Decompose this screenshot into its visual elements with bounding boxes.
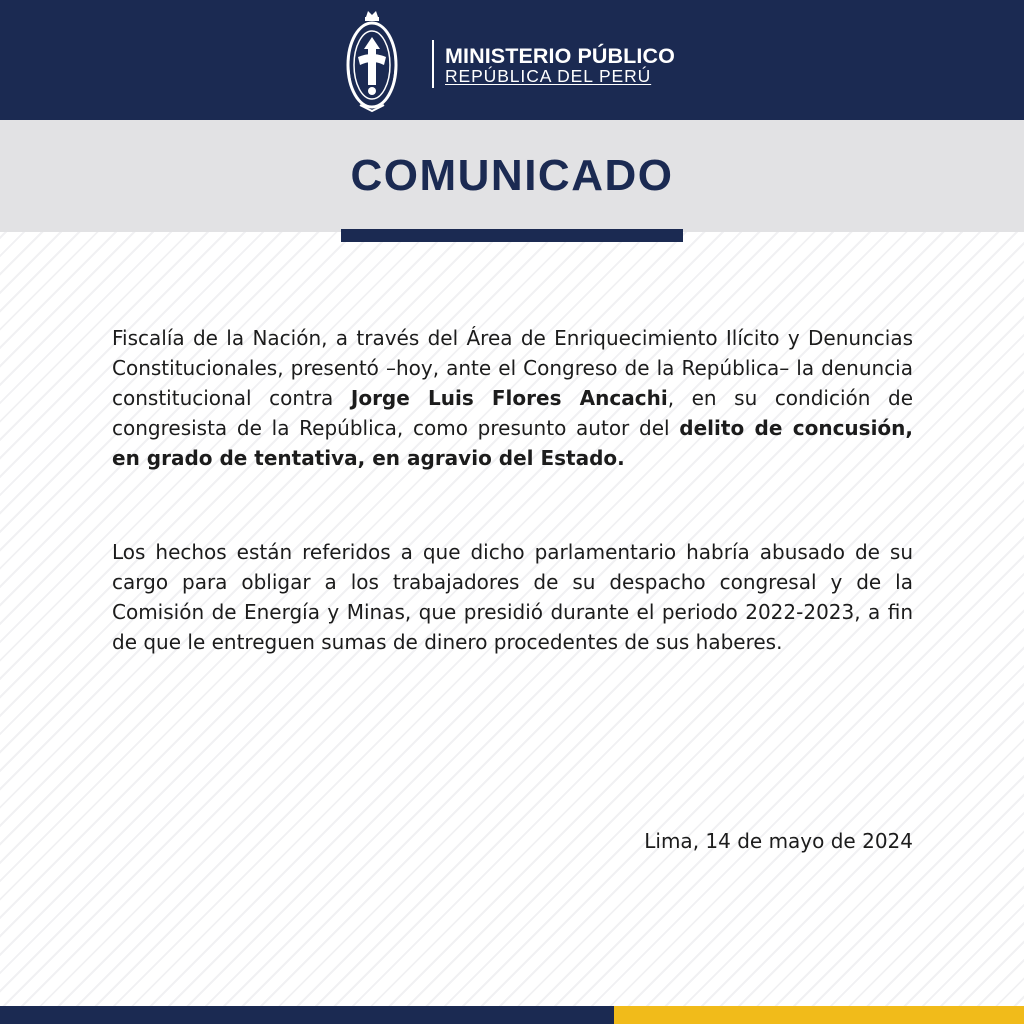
- page-title: COMUNICADO: [350, 151, 674, 200]
- header-divider: [432, 40, 434, 88]
- paragraph-1: [112, 323, 913, 473]
- org-subtitle: REPÚBLICA DEL PERÚ: [445, 66, 652, 86]
- seal-icon: [346, 7, 398, 113]
- paragraph-1-text-a: Fiscalía de la Nación, a través del Área de Enriquecimiento Ilícito y Denuncias Constitucionales, presentó –hoy, ante el Congreso de la República– la denuncia constitucional contra: [112, 326, 913, 410]
- paragraph-2: Los hechos están referidos a que dicho parlamentario habría abusado de su cargo para obligar a los trabajadores de su despacho congresal y de la Comisión de Energía y Minas, que presidió durante el periodo 2022-2023, a fin de que le entreguen sumas de dinero procedentes de sus haberes.: [112, 540, 913, 654]
- title-underline-bar: [341, 229, 683, 242]
- communique-body: [112, 323, 913, 657]
- date-signoff: Lima, 14 de mayo de 2024: [644, 829, 913, 853]
- paragraph-1-text-b: , en su condición de congresista de la República, como presunto autor del: [112, 386, 914, 440]
- footer-bar-navy: [0, 1006, 614, 1024]
- header-bar: [0, 0, 1024, 120]
- paragraph-1-bold-crime: delito de concusión, en grado de tentativa, en agravio del Estado.: [112, 416, 914, 470]
- footer-bar-yellow: [614, 1006, 1024, 1024]
- paragraph-1-bold-name: Jorge Luis Flores Ancachi: [350, 386, 668, 410]
- org-name: MINISTERIO PÚBLICO: [445, 44, 675, 68]
